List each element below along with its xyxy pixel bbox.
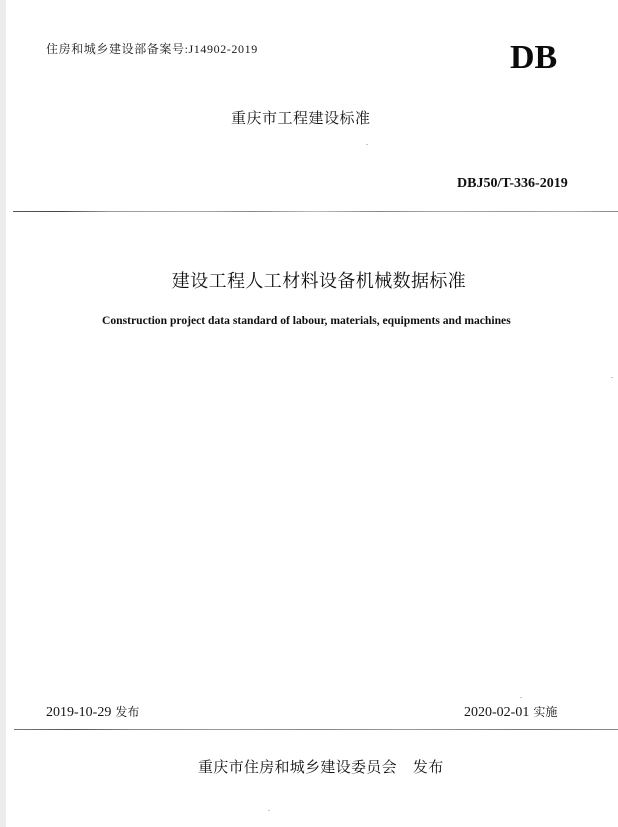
- standard-number: DBJ50/T-336-2019: [457, 176, 568, 191]
- header-divider: [13, 211, 618, 212]
- scan-speck: [268, 810, 270, 811]
- series-title: 重庆市工程建设标准: [231, 109, 371, 127]
- publisher-action: 发布: [412, 758, 444, 776]
- publisher-line: [198, 757, 444, 777]
- scan-speck: [611, 377, 613, 378]
- effective-label: 实施: [533, 705, 558, 719]
- db-logo: DB: [510, 39, 558, 76]
- scan-speck: [520, 697, 522, 698]
- issue-date: 2019-10-29: [46, 705, 112, 720]
- footer-divider: [14, 729, 618, 730]
- issue-date-line: [46, 703, 139, 722]
- main-title-container: [170, 270, 468, 294]
- publisher-name: 重庆市住房和城乡建设委员会: [198, 758, 397, 776]
- issue-label: 发布: [115, 705, 140, 719]
- effective-date: 2020-02-01: [464, 705, 530, 720]
- main-title-zh: 建设工程人工材料设备机械数据标准: [171, 271, 467, 292]
- main-title-en: Construction project data standard of labour, materials, equipments and machines: [102, 314, 511, 327]
- scan-speck: [366, 144, 368, 145]
- effective-date-line: [464, 703, 557, 722]
- record-number: 住房和城乡建设部备案号:J14902-2019: [46, 42, 258, 56]
